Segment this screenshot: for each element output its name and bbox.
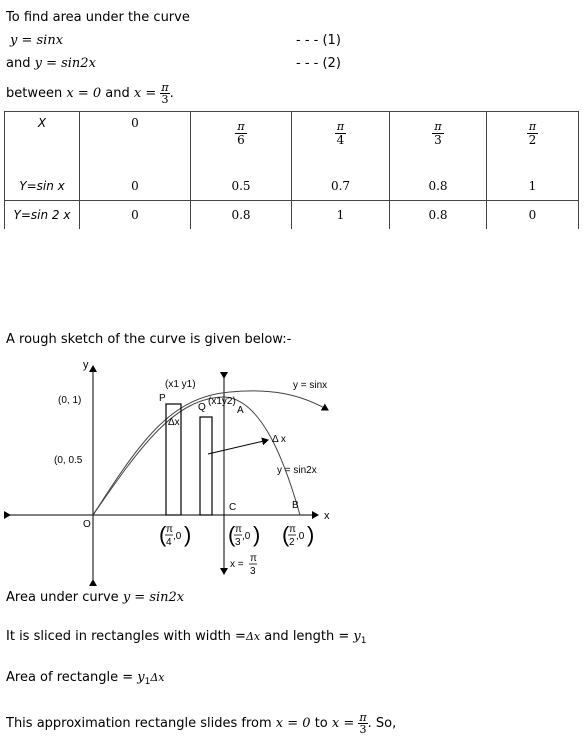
step-3-dx: Δx xyxy=(150,671,165,684)
step-4-to: to xyxy=(310,716,332,731)
fraction-numerator: π xyxy=(359,711,367,724)
step-2-dx: Δx xyxy=(245,630,261,643)
tick-pi-3-den: 3 xyxy=(235,537,241,548)
x-header-pi-2 xyxy=(487,112,579,173)
fraction-denominator: 3 xyxy=(161,93,169,106)
table-cell: 1 xyxy=(487,172,579,201)
tick-pi-2 xyxy=(282,522,314,548)
point-b-label: B xyxy=(292,500,299,511)
equation-2-tag: - - - (2) xyxy=(296,56,341,71)
table-cell: 0.8 xyxy=(191,201,292,230)
table-cell: 0.8 xyxy=(390,172,487,201)
tick-pi-4-zero: ,0 xyxy=(173,531,182,542)
point-0-05-label: (0, 0.5 xyxy=(54,455,83,466)
tick-pi-2-den: 2 xyxy=(289,537,295,548)
step-3-text: Area of rectangle = xyxy=(6,670,138,685)
dx-arrow-label: Δ x xyxy=(272,434,286,445)
x-equals-pi-3 xyxy=(230,553,257,577)
between-and: and xyxy=(101,86,134,101)
equation-1: y = sinx xyxy=(10,33,64,48)
dx-arrow xyxy=(208,440,268,454)
tick-pi-3 xyxy=(228,522,260,548)
intro-heading: To find area under the curve xyxy=(6,10,190,25)
point-0-1-label: (0, 1) xyxy=(58,395,82,406)
pi-over-3-fraction xyxy=(358,712,367,735)
step-2-sub: 1 xyxy=(360,636,367,646)
curve-sin2x xyxy=(93,397,300,515)
between-x0: x = 0 xyxy=(66,86,102,101)
fraction-numerator: π xyxy=(237,120,245,133)
between-x: x = xyxy=(133,86,161,101)
sinx-curve-label: y = sinx xyxy=(293,380,328,391)
point-p-label: P xyxy=(159,393,166,404)
table-row-sinx xyxy=(5,172,579,201)
paren-close: ) xyxy=(253,522,261,547)
between-dot: . xyxy=(169,86,174,101)
y-axis-label: y xyxy=(83,359,89,371)
fraction-numerator: π xyxy=(336,120,345,133)
row-label-x: X xyxy=(5,112,80,173)
equation-2-line xyxy=(6,56,96,71)
paren-open: ( xyxy=(159,522,167,547)
table-cell: 0.8 xyxy=(390,201,487,230)
fraction-numerator: π xyxy=(434,120,442,133)
step-2-mid: and length = xyxy=(260,629,354,644)
curve-sinx xyxy=(93,391,328,515)
fraction-denominator: 3 xyxy=(359,723,367,736)
table-cell: 0 xyxy=(80,201,191,230)
tick-pi-4-den: 4 xyxy=(166,537,172,548)
tick-pi-2-zero: ,0 xyxy=(296,531,305,542)
fraction-denominator: 6 xyxy=(237,133,245,147)
fraction-denominator: 3 xyxy=(434,133,442,147)
tick-pi-2-num: π xyxy=(289,524,296,535)
fraction-denominator: 4 xyxy=(336,133,345,147)
table-cell: 0 xyxy=(487,201,579,230)
sin2x-curve-label: y = sin2x xyxy=(277,465,317,476)
step-2 xyxy=(6,629,367,646)
fraction-denominator: 2 xyxy=(528,133,537,147)
point-a-label: A xyxy=(237,405,244,416)
tick-pi-4-num: π xyxy=(166,524,173,535)
x-eq-num: π xyxy=(250,553,257,564)
step-1-text: Area under curve xyxy=(6,590,123,605)
tick-pi-3-zero: ,0 xyxy=(242,531,251,542)
step-1 xyxy=(6,590,184,605)
step-1-eq: y = sin2x xyxy=(122,590,185,605)
step-3-y: y xyxy=(137,670,145,685)
step-2-y: y xyxy=(353,629,361,644)
point-c-label: C xyxy=(229,502,237,513)
step-4-x: x = xyxy=(331,716,359,731)
paren-open: ( xyxy=(228,522,236,547)
x-header-pi-3 xyxy=(390,112,487,173)
between-prefix: between xyxy=(6,86,67,101)
equation-1-tag: - - - (1) xyxy=(296,33,341,48)
row-label-sinx: Y=sin x xyxy=(5,172,80,201)
x-header-0: 0 xyxy=(80,112,191,173)
x-axis-label: x xyxy=(324,510,330,522)
table-cell: 1 xyxy=(292,201,390,230)
tick-pi-4 xyxy=(159,522,191,548)
step-4-suffix: . So, xyxy=(367,716,397,731)
origin-label: O xyxy=(83,519,91,530)
x-header-pi-6 xyxy=(191,112,292,173)
step-3 xyxy=(6,670,165,687)
curve-sketch xyxy=(0,352,586,588)
table-cell: 0.7 xyxy=(292,172,390,201)
fraction-numerator: π xyxy=(528,120,537,133)
x-eq-den: 3 xyxy=(250,566,256,577)
step-3-sub: 1 xyxy=(144,677,151,687)
values-table xyxy=(4,111,579,229)
point-x1y1-label: (x1 y1) xyxy=(165,379,196,390)
dx-box-label: Δx xyxy=(168,417,180,428)
table-cell: 0 xyxy=(80,172,191,201)
point-x1y2-label: (x1y2) xyxy=(208,396,236,407)
sketch-caption: A rough sketch of the curve is given below:- xyxy=(6,332,292,347)
step-2-text: It is sliced in rectangles with width = xyxy=(6,629,246,644)
equation-2: y = sin2x xyxy=(34,56,96,71)
point-q-label: Q xyxy=(198,402,206,413)
fraction-numerator: π xyxy=(161,81,169,94)
x-eq-label: x = xyxy=(230,559,244,570)
row-label-sin2x: Y=sin 2 x xyxy=(5,201,80,230)
between-line xyxy=(6,82,174,105)
rectangle-strip-2 xyxy=(200,417,212,515)
table-row-sin2x xyxy=(5,201,579,230)
x-header-pi-4 xyxy=(292,112,390,173)
pi-over-3-fraction xyxy=(160,82,169,105)
table-cell: 0.5 xyxy=(191,172,292,201)
paren-open: ( xyxy=(282,522,290,547)
tick-pi-3-num: π xyxy=(235,524,242,535)
paren-close: ) xyxy=(307,522,315,547)
equation-2-prefix: and xyxy=(6,56,35,71)
step-4 xyxy=(6,712,396,735)
paren-close: ) xyxy=(184,522,192,547)
step-4-text: This approximation rectangle slides from xyxy=(6,716,276,731)
step-4-eq: x = 0 xyxy=(275,716,311,731)
table-row-x xyxy=(5,112,579,173)
